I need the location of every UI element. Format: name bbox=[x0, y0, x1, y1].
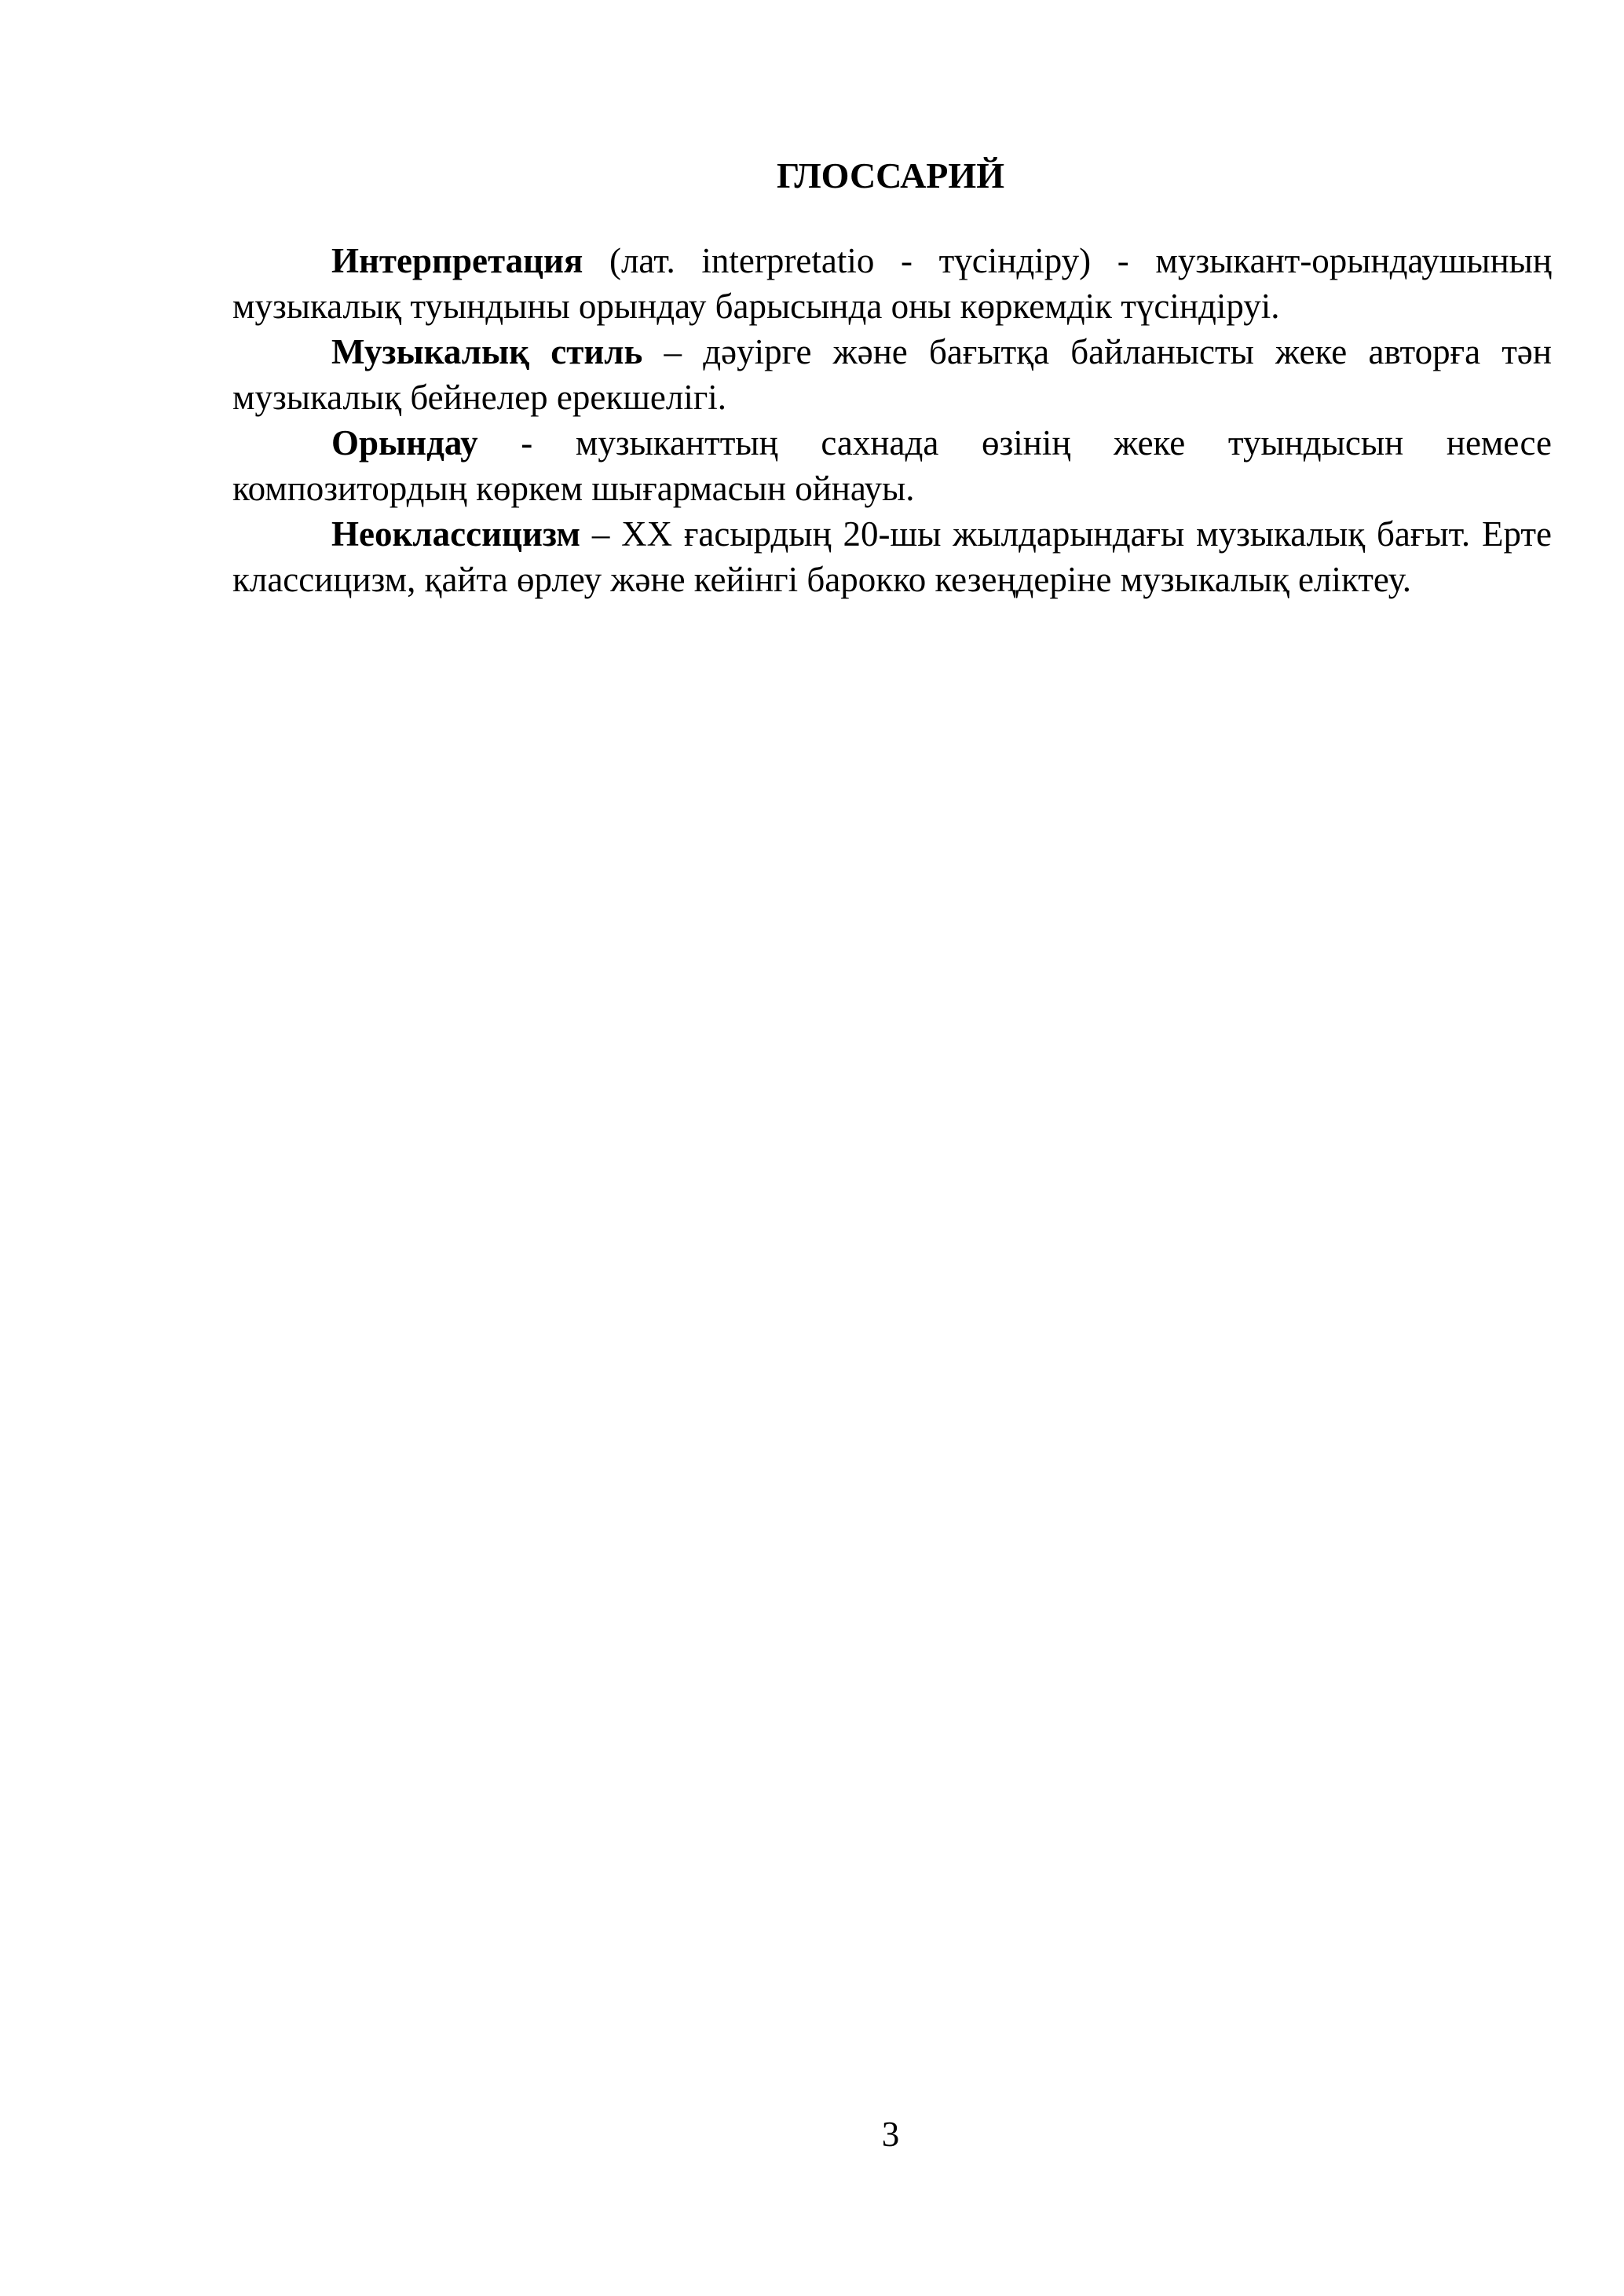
glossary-entry-musical-style bbox=[232, 329, 1552, 420]
glossary-term: Музыкалық стиль bbox=[331, 332, 643, 371]
glossary-entry-performance bbox=[232, 420, 1552, 511]
glossary-entry-neoclassicism bbox=[232, 511, 1552, 602]
glossary-term: Орындау bbox=[331, 423, 478, 462]
glossary-definition: – дәуірге және бағытқа байланысты жеке авторға тән музыкалық бейнелер ерекшелігі. bbox=[232, 332, 1552, 417]
glossary-entry-interpretation bbox=[232, 238, 1552, 329]
glossary-term: Неоклассицизм bbox=[331, 514, 580, 554]
glossary-definition: – XX ғасырдың 20-шы жылдарындағы музыкалық бағыт. Ерте классицизм, қайта өрлеу және кейінгі барокко кезеңдеріне музыкалық еліктеу. bbox=[232, 514, 1552, 599]
page-title: ГЛОССАРИЙ bbox=[777, 155, 1004, 196]
glossary-body bbox=[232, 238, 1552, 602]
glossary-term: Интерпретация bbox=[331, 241, 583, 280]
glossary-definition: (лат. interpretatio - түсіндіру) - музыкант-орындаушының музыкалық туындыны орындау барысында оны көркемдік түсіндіруі. bbox=[232, 241, 1552, 326]
glossary-definition: - музыканттың сахнада өзінің жеке туындысын немесе композитордың көркем шығармасын ойнауы. bbox=[232, 423, 1552, 508]
page-number: 3 bbox=[881, 2115, 900, 2154]
